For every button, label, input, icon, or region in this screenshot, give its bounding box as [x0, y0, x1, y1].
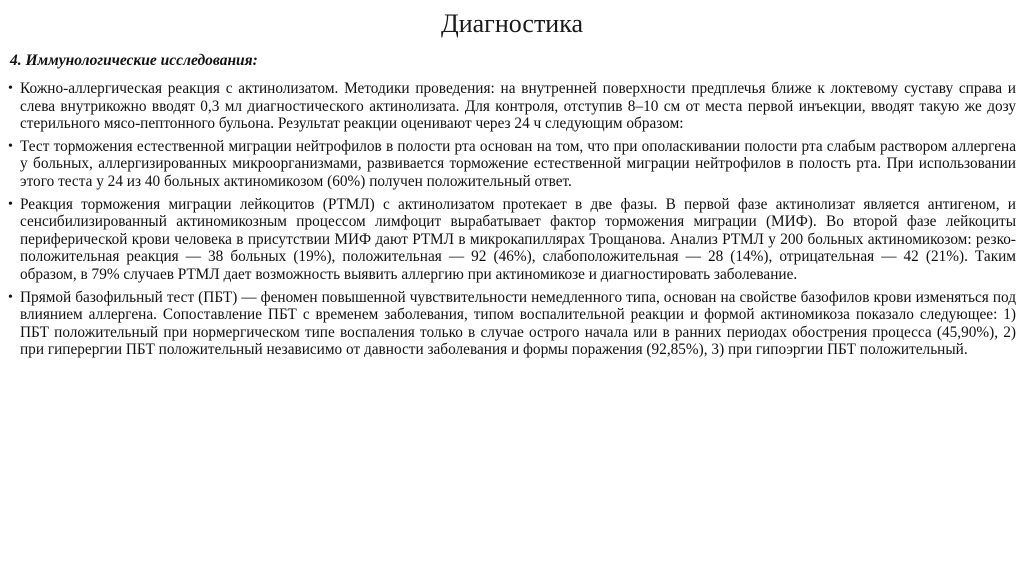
bullet-text: Тест торможения естественной миграции нейтрофилов в полости рта основан на том, что при ополаскивании полости рта слабым раствором аллергена у больных, аллергизированных микроорганизмами, развивается торможение естественной миграции нейтрофилов в полость рта. При использовании этого теста у 24 из 40 больных актиномикозом (60%) получен положительный ответ.	[20, 137, 1016, 190]
bullet-icon: •	[8, 289, 13, 305]
section-heading: 4. Иммунологические исследования:	[10, 52, 258, 69]
bullet-item	[10, 196, 1016, 284]
bullet-text: Прямой базофильный тест (ПБТ) — феномен повышенной чувствительности немедленного типа, основан на свойстве базофилов крови изменяться под влиянием аллергена. Сопоставление ПБТ с временем заболевания, типом воспалительной реакции и формой актиномикоза показало следующее: 1) ПБТ положительный при нормергическом типе воспаления только в случае острого начала или в ранних периодах обострения процесса (45,90%), 2) при гиперергии ПБТ положительный независимо от давности заболевания и формы поражения (92,85%), 3) при гипоэргии ПБТ положительный.	[20, 288, 1016, 359]
bullet-item	[10, 289, 1016, 359]
bullet-icon: •	[8, 138, 13, 154]
bullet-list	[10, 80, 1016, 364]
bullet-icon: •	[8, 81, 13, 96]
bullet-text: Реакция торможения миграции лейкоцитов (РТМЛ) с актинолизатом протекает в две фазы. В первой фазе актинолизат является антигеном, и сенсибилизированный актиномикозным процессом лимфоцит вырабатывает фактор торможения миграции (МИФ). Во второй фазе лейкоциты периферической крови человека в присутствии МИФ дают РТМЛ в микрокапиллярах Трощанова. Анализ РТМЛ у 200 больных актиномикозом: резко-положительная реакция — 38 больных (19%), положительная — 92 (46%), слабоположительная — 28 (14%), отрицательная — 42 (21%). Таким образом, в 79% случаев РТМЛ дает возможность выявить аллергию при актиномикозе и диагностировать заболевание.	[20, 195, 1016, 283]
bullet-item	[10, 80, 1016, 133]
bullet-item	[10, 138, 1016, 191]
bullet-icon: •	[8, 196, 13, 212]
slide-title: Диагностика	[440, 9, 583, 38]
bullet-text: Кожно-аллергическая реакция с актинолизатом. Методики проведения: на внутренней поверхности предплечья ближе к локтевому суставу справа и слева внутрикожно вводят 0,3 мл диагностического актинолизата. Для контроля, отступив 8–10 см от места первой инъекции, вводят такую же дозу стерильного мясо-пептонного бульона. Результат реакции оценивают через 24 ч следующим образом:	[20, 80, 1016, 133]
